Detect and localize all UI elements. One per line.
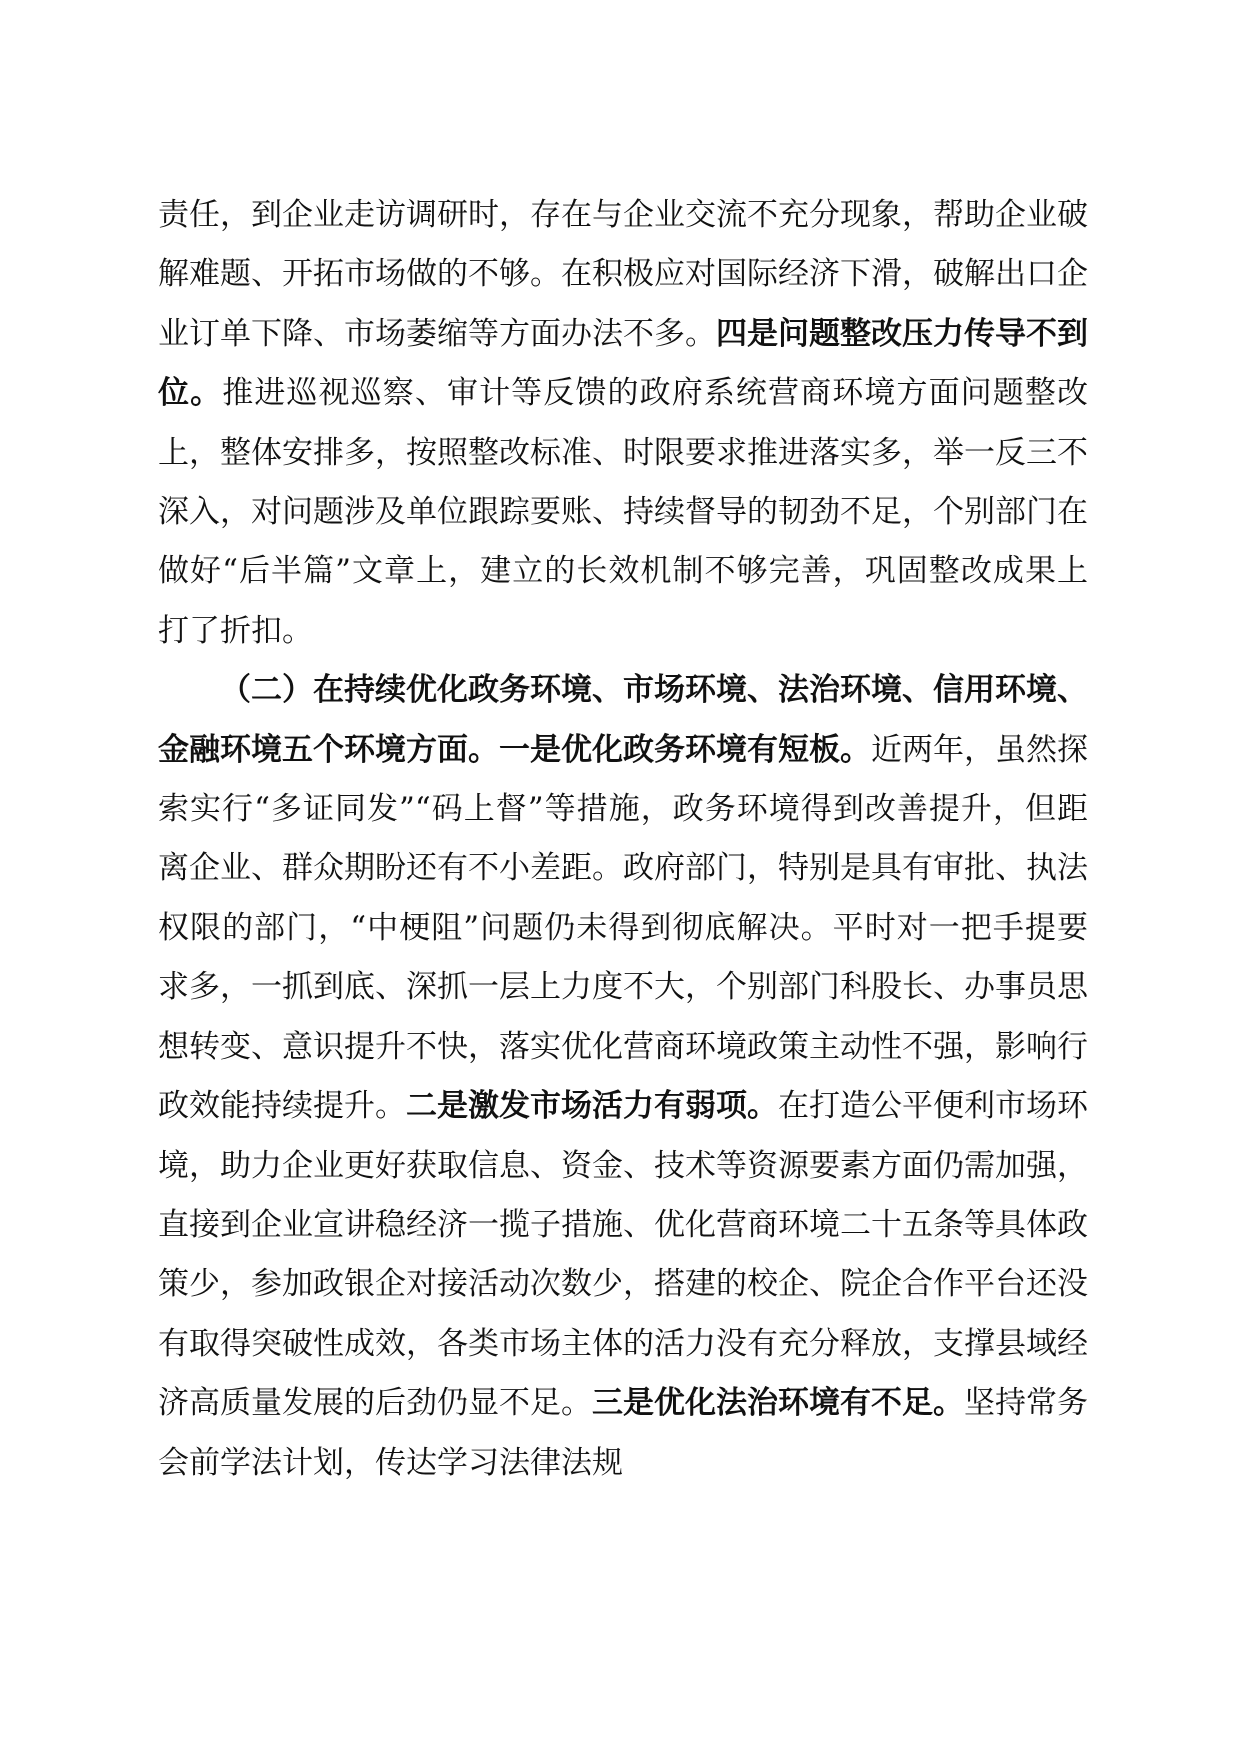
paragraph-2-heading-3: 三是优化法治环境有不足。 [592,1385,964,1422]
paragraph-1-text-1: 责任，到企业走访调研时，存在与企业交流不充分现象，帮助企业破解难题、开拓市场做的不够。在积极应对国际经济下滑，破解出口企业订单下降、市场萎缩等方面办法不多。 [158,197,1088,352]
paragraph-1-text-2: 推进巡视巡察、审计等反馈的政府系统营商环境方面问题整改上，整体安排多，按照整改标准、时限要求推进落实多，举一反三不深入，对问题涉及单位跟踪要账、持续督导的韧劲不足，个别部门在做好“后半篇”文章上，建立的长效机制不够完善，巩固整改成果上打了折扣。 [158,375,1089,649]
paragraph-2-text-3: 坚持常务会前学法计划，传达学习法律法规 [158,1385,1088,1481]
paragraph-2-text-2: 在打造公平便利市场环境，助力企业更好获取信息、资金、技术等资源要素方面仍需加强，直接到企业宣讲稳经济一揽子措施、优化营商环境二十五条等具体政策少，参加政银企对接活动次数少，搭建的校企、院企合作平台还没有取得突破性成效，各类市场主体的活力没有充分释放，支撑县域经济高质量发展的后劲仍显不足。 [158,1088,1088,1422]
paragraph-1-heading-4: 四是问题整改压力传导不到位。 [158,315,1088,412]
document-body [158,186,1088,1493]
paragraph-1 [158,186,1088,661]
section-heading-2: （二）在持续优化政务环境、市场环境、法治环境、信用环境、金融环境五个环境方面。 [158,672,1088,768]
paragraph-2 [158,661,1088,1493]
paragraph-2-heading-1: 一是优化政务环境有短板。 [499,731,871,768]
paragraph-2-heading-2: 二是激发市场活力有弱项。 [406,1088,778,1125]
paragraph-2-text-1: 近两年，虽然探索实行“多证同发”“码上督”等措施，政务环境得到改善提升，但距离企业、群众期盼还有不小差距。政府部门，特别是具有审批、执法权限的部门，“中梗阻”问题仍未得到彻底解决。平时对一把手提要求多，一抓到底、深抓一层上力度不大，个别部门科股长、办事员思想转变、意识提升不快，落实优化营商环境政策主动性不强，影响行政效能持续提升。 [158,731,1088,1125]
